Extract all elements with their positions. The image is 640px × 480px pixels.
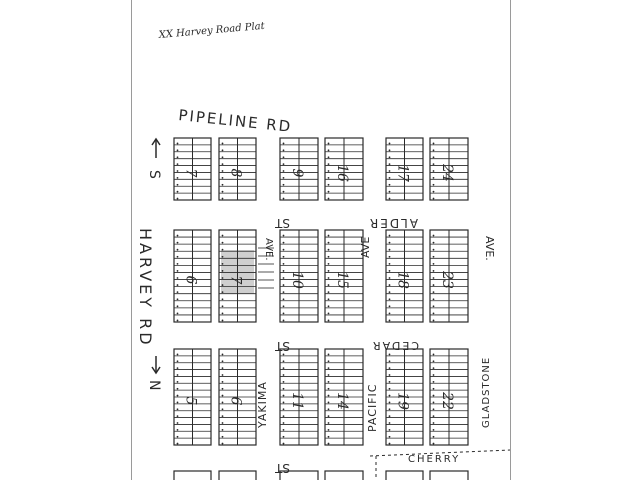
lot-number-mark [328, 256, 330, 258]
pacific-label: PACIFIC [366, 383, 379, 432]
lot-number-mark [389, 156, 391, 158]
lot-number-mark [433, 242, 435, 244]
plat-block [280, 138, 318, 200]
lot-number-mark [283, 305, 285, 307]
lot-number-mark [389, 320, 391, 322]
lot-number-mark [177, 415, 179, 417]
lot-number-mark [283, 291, 285, 293]
lot-number-mark [222, 367, 224, 369]
lot-number-mark [389, 422, 391, 424]
lot-number-mark [222, 163, 224, 165]
lot-number-mark [222, 184, 224, 186]
lot-number-mark [433, 284, 435, 286]
plat-map-page [131, 0, 511, 480]
lot-number-mark [433, 408, 435, 410]
lot-number-mark [283, 395, 285, 397]
lot-number-mark [177, 263, 179, 265]
street-alder: ALDER [367, 216, 418, 230]
lot-number-mark [328, 163, 330, 165]
lot-number-mark [389, 395, 391, 397]
lot-number-mark [222, 143, 224, 145]
lot-number-mark [389, 184, 391, 186]
lot-number-mark [433, 422, 435, 424]
lot-number-mark [328, 320, 330, 322]
lot-number-mark [222, 443, 224, 445]
lot-number-mark [177, 436, 179, 438]
lot-number-mark [389, 163, 391, 165]
lot-number-mark [433, 402, 435, 404]
block-outline-partial [325, 471, 363, 480]
lot-number-mark [283, 249, 285, 251]
avenue-east-label: AVE. [483, 236, 496, 261]
lot-number-mark [222, 395, 224, 397]
lot-number-mark [433, 249, 435, 251]
lot-number-mark [389, 367, 391, 369]
lot-number-mark [328, 443, 330, 445]
lot-number-mark [389, 242, 391, 244]
lot-number-mark [433, 443, 435, 445]
street-cedar: CEDAR [370, 339, 419, 352]
lot-number-mark [389, 298, 391, 300]
lot-number-mark [283, 320, 285, 322]
block-number: 7 [182, 168, 199, 178]
street-st-middle: ST [275, 339, 290, 353]
compass-north-label: N [146, 380, 162, 391]
lot-number-mark [283, 402, 285, 404]
lot-number-mark [328, 415, 330, 417]
lot-number-mark [222, 291, 224, 293]
lot-number-mark [389, 284, 391, 286]
block-number: 9 [289, 168, 305, 178]
lot-number-mark [433, 191, 435, 193]
compass-south-label: S [146, 170, 162, 179]
lot-number-mark [283, 270, 285, 272]
lot-number-mark [328, 354, 330, 356]
lot-number-mark [433, 354, 435, 356]
lot-number-mark [433, 298, 435, 300]
lot-number-mark [177, 242, 179, 244]
lot-number-mark [222, 235, 224, 237]
lot-number-mark [283, 198, 285, 200]
lot-number-mark [328, 170, 330, 172]
lot-number-mark [177, 235, 179, 237]
block-outline-partial [174, 471, 211, 480]
lot-number-mark [283, 163, 285, 165]
plat-block [325, 349, 363, 445]
lot-number-mark [222, 354, 224, 356]
lot-number-mark [389, 381, 391, 383]
lot-number-mark [433, 312, 435, 314]
lot-number-mark [433, 156, 435, 158]
plat-block [430, 138, 468, 200]
lot-number-mark [177, 354, 179, 356]
plat-block [174, 230, 211, 322]
lot-number-mark [328, 270, 330, 272]
harvey-road-label: HARVEY RD [136, 228, 155, 348]
plat-block [386, 230, 423, 322]
lot-number-mark [177, 360, 179, 362]
gladstone-label: GLADSTONE [481, 356, 492, 428]
lot-number-mark [283, 184, 285, 186]
lot-number-mark [389, 198, 391, 200]
lot-number-mark [433, 305, 435, 307]
block-number: 6 [182, 275, 199, 285]
lot-number-mark [283, 149, 285, 151]
lot-number-mark [389, 388, 391, 390]
lot-number-mark [283, 170, 285, 172]
lot-number-mark [389, 263, 391, 265]
lot-number-mark [433, 163, 435, 165]
lot-number-mark [283, 235, 285, 237]
lot-number-mark [389, 443, 391, 445]
lot-number-mark [177, 367, 179, 369]
plat-block [280, 349, 318, 445]
lot-number-mark [283, 388, 285, 390]
lot-number-mark [328, 149, 330, 151]
lot-number-mark [222, 249, 224, 251]
lot-number-mark [433, 149, 435, 151]
lot-number-mark [389, 177, 391, 179]
lot-number-mark [283, 443, 285, 445]
lot-number-mark [328, 388, 330, 390]
lot-number-mark [328, 429, 330, 431]
lot-number-mark [283, 408, 285, 410]
lot-number-mark [177, 388, 179, 390]
lot-number-mark [433, 235, 435, 237]
plat-block [386, 349, 423, 445]
block-outline-partial [386, 471, 423, 480]
lot-number-mark [433, 143, 435, 145]
lot-number-mark [177, 429, 179, 431]
lot-number-mark [177, 312, 179, 314]
lot-number-mark [433, 388, 435, 390]
north-arrow-icon [152, 356, 160, 373]
lot-number-mark [389, 312, 391, 314]
plat-block [386, 138, 423, 200]
plat-block [219, 349, 256, 445]
lot-number-mark [283, 354, 285, 356]
lot-number-mark [222, 191, 224, 193]
lot-number-mark [328, 242, 330, 244]
lot-number-mark [222, 177, 224, 179]
block-number: 19 [394, 392, 411, 410]
lot-number-mark [389, 191, 391, 193]
avenue-west-label: AVE. [263, 238, 274, 261]
plat-block [219, 230, 256, 322]
block-number: 15 [334, 271, 350, 289]
lot-number-mark [328, 291, 330, 293]
lot-number-mark [177, 191, 179, 193]
lot-number-mark [222, 156, 224, 158]
lot-number-mark [283, 143, 285, 145]
lot-number-mark [328, 408, 330, 410]
lot-number-mark [177, 170, 179, 172]
block-outline-partial [219, 471, 256, 480]
lot-number-mark [389, 374, 391, 376]
lot-number-mark [433, 263, 435, 265]
plat-title: XX Harvey Road Plat [158, 20, 266, 41]
lot-number-mark [328, 235, 330, 237]
lot-number-mark [177, 298, 179, 300]
avenue-center-label: AVE [359, 236, 372, 258]
lot-number-mark [433, 360, 435, 362]
lot-number-mark [222, 149, 224, 151]
lot-number-mark [328, 312, 330, 314]
lot-number-mark [283, 415, 285, 417]
lot-number-mark [283, 242, 285, 244]
plat-block [174, 349, 211, 445]
plat-block [219, 138, 256, 200]
lot-number-mark [328, 367, 330, 369]
lot-number-mark [177, 184, 179, 186]
lot-number-mark [222, 374, 224, 376]
lot-number-mark [433, 277, 435, 279]
lot-number-mark [433, 436, 435, 438]
lot-number-mark [389, 291, 391, 293]
lot-number-mark [433, 184, 435, 186]
lot-number-mark [328, 191, 330, 193]
lot-number-mark [283, 256, 285, 258]
block-number: 17 [394, 164, 411, 182]
lot-number-mark [222, 320, 224, 322]
lot-number-mark [283, 422, 285, 424]
lot-number-mark [389, 149, 391, 151]
plat-block [174, 138, 211, 200]
lot-number-mark [389, 360, 391, 362]
lot-number-mark [433, 415, 435, 417]
lot-number-mark [328, 277, 330, 279]
lot-number-mark [283, 381, 285, 383]
lot-number-mark [328, 184, 330, 186]
block-number: 14 [334, 392, 350, 410]
lot-number-mark [177, 277, 179, 279]
lot-number-mark [389, 408, 391, 410]
lot-number-mark [433, 374, 435, 376]
plat-block [325, 230, 363, 322]
lot-number-mark [177, 143, 179, 145]
lot-number-mark [222, 312, 224, 314]
lot-number-mark [222, 270, 224, 272]
lot-number-mark [328, 249, 330, 251]
lot-number-mark [389, 249, 391, 251]
block-number: 23 [439, 271, 455, 289]
lot-number-mark [283, 156, 285, 158]
lot-number-mark [433, 177, 435, 179]
lot-number-mark [283, 191, 285, 193]
lot-number-mark [222, 415, 224, 417]
block-number: 24 [439, 164, 455, 182]
lot-number-mark [283, 367, 285, 369]
block-number: 8 [227, 168, 244, 178]
lot-number-mark [283, 436, 285, 438]
lot-number-mark [283, 298, 285, 300]
lot-number-mark [433, 270, 435, 272]
lot-number-mark [433, 320, 435, 322]
lot-number-mark [177, 284, 179, 286]
lot-number-mark [389, 235, 391, 237]
lot-number-mark [222, 256, 224, 258]
lot-number-mark [328, 402, 330, 404]
lot-number-mark [222, 388, 224, 390]
lot-number-mark [328, 305, 330, 307]
lot-number-mark [222, 263, 224, 265]
plat-map [132, 0, 510, 480]
lot-number-mark [389, 429, 391, 431]
lot-number-mark [389, 354, 391, 356]
lot-number-mark [222, 402, 224, 404]
lot-number-mark [328, 422, 330, 424]
lot-number-mark [389, 270, 391, 272]
block-number: 22 [439, 392, 455, 410]
lot-number-mark [389, 256, 391, 258]
lot-number-mark [433, 198, 435, 200]
lot-number-mark [283, 312, 285, 314]
lot-number-mark [177, 408, 179, 410]
plat-block [430, 349, 468, 445]
lot-number-mark [222, 198, 224, 200]
lot-number-mark [433, 367, 435, 369]
lot-number-mark [177, 270, 179, 272]
block-number: 16 [334, 164, 350, 182]
south-arrow-icon [152, 139, 160, 158]
lot-number-mark [283, 429, 285, 431]
lot-number-mark [177, 198, 179, 200]
lot-number-mark [328, 374, 330, 376]
lot-number-mark [222, 284, 224, 286]
plat-block [430, 230, 468, 322]
lot-number-mark [433, 395, 435, 397]
street-st-upper: ST [275, 216, 290, 230]
lot-number-mark [389, 402, 391, 404]
block-outline-partial [430, 471, 468, 480]
lot-number-mark [283, 177, 285, 179]
lot-number-mark [222, 277, 224, 279]
lot-number-mark [222, 381, 224, 383]
block-number: 10 [289, 271, 305, 289]
lot-number-mark [177, 163, 179, 165]
lot-number-mark [328, 156, 330, 158]
lot-number-mark [389, 277, 391, 279]
lot-number-mark [328, 198, 330, 200]
pipeline-road-label: PIPELINE RD [177, 106, 294, 136]
lot-number-mark [222, 170, 224, 172]
lot-number-mark [389, 170, 391, 172]
lot-number-mark [177, 402, 179, 404]
lot-number-mark [222, 305, 224, 307]
lot-number-mark [283, 263, 285, 265]
lot-number-mark [433, 170, 435, 172]
lot-number-mark [328, 395, 330, 397]
lot-number-mark [177, 443, 179, 445]
lot-number-mark [177, 320, 179, 322]
lot-number-mark [328, 263, 330, 265]
lot-number-mark [283, 360, 285, 362]
lot-number-mark [177, 149, 179, 151]
lot-number-mark [328, 177, 330, 179]
lot-number-mark [222, 242, 224, 244]
lot-number-mark [222, 360, 224, 362]
lot-number-mark [389, 436, 391, 438]
lot-number-mark [328, 143, 330, 145]
lot-number-mark [328, 298, 330, 300]
lot-number-mark [177, 395, 179, 397]
lot-number-mark [389, 415, 391, 417]
lot-number-mark [433, 256, 435, 258]
lot-number-mark [177, 177, 179, 179]
street-cherry: CHERRY [408, 454, 461, 465]
lot-number-mark [328, 284, 330, 286]
lot-number-mark [222, 298, 224, 300]
lot-number-mark [433, 291, 435, 293]
plat-block [280, 230, 318, 322]
lot-number-mark [222, 408, 224, 410]
lot-number-mark [222, 422, 224, 424]
lot-number-mark [177, 374, 179, 376]
lot-number-mark [177, 249, 179, 251]
lot-number-mark [177, 381, 179, 383]
blocks-layer [174, 138, 468, 480]
lot-number-mark [433, 381, 435, 383]
lot-number-mark [389, 305, 391, 307]
block-number: 6 [227, 396, 244, 406]
lot-number-mark [222, 436, 224, 438]
block-number: 5 [182, 396, 199, 406]
lot-number-mark [177, 256, 179, 258]
street-st-lower: ST [275, 461, 290, 475]
lot-number-mark [283, 374, 285, 376]
block-number: 11 [289, 392, 305, 410]
lot-number-mark [177, 422, 179, 424]
lot-number-mark [177, 291, 179, 293]
block-number: 18 [394, 271, 411, 289]
lot-number-mark [283, 284, 285, 286]
lot-number-mark [328, 436, 330, 438]
lot-number-mark [222, 429, 224, 431]
lot-number-mark [433, 429, 435, 431]
lot-number-mark [389, 143, 391, 145]
yakima-label: YAKIMA [256, 381, 269, 428]
plat-block [325, 138, 363, 200]
lot-number-mark [328, 360, 330, 362]
lot-number-mark [328, 381, 330, 383]
lot-number-mark [283, 277, 285, 279]
lot-number-mark [177, 156, 179, 158]
block-number: 7 [227, 275, 244, 285]
lot-number-mark [177, 305, 179, 307]
